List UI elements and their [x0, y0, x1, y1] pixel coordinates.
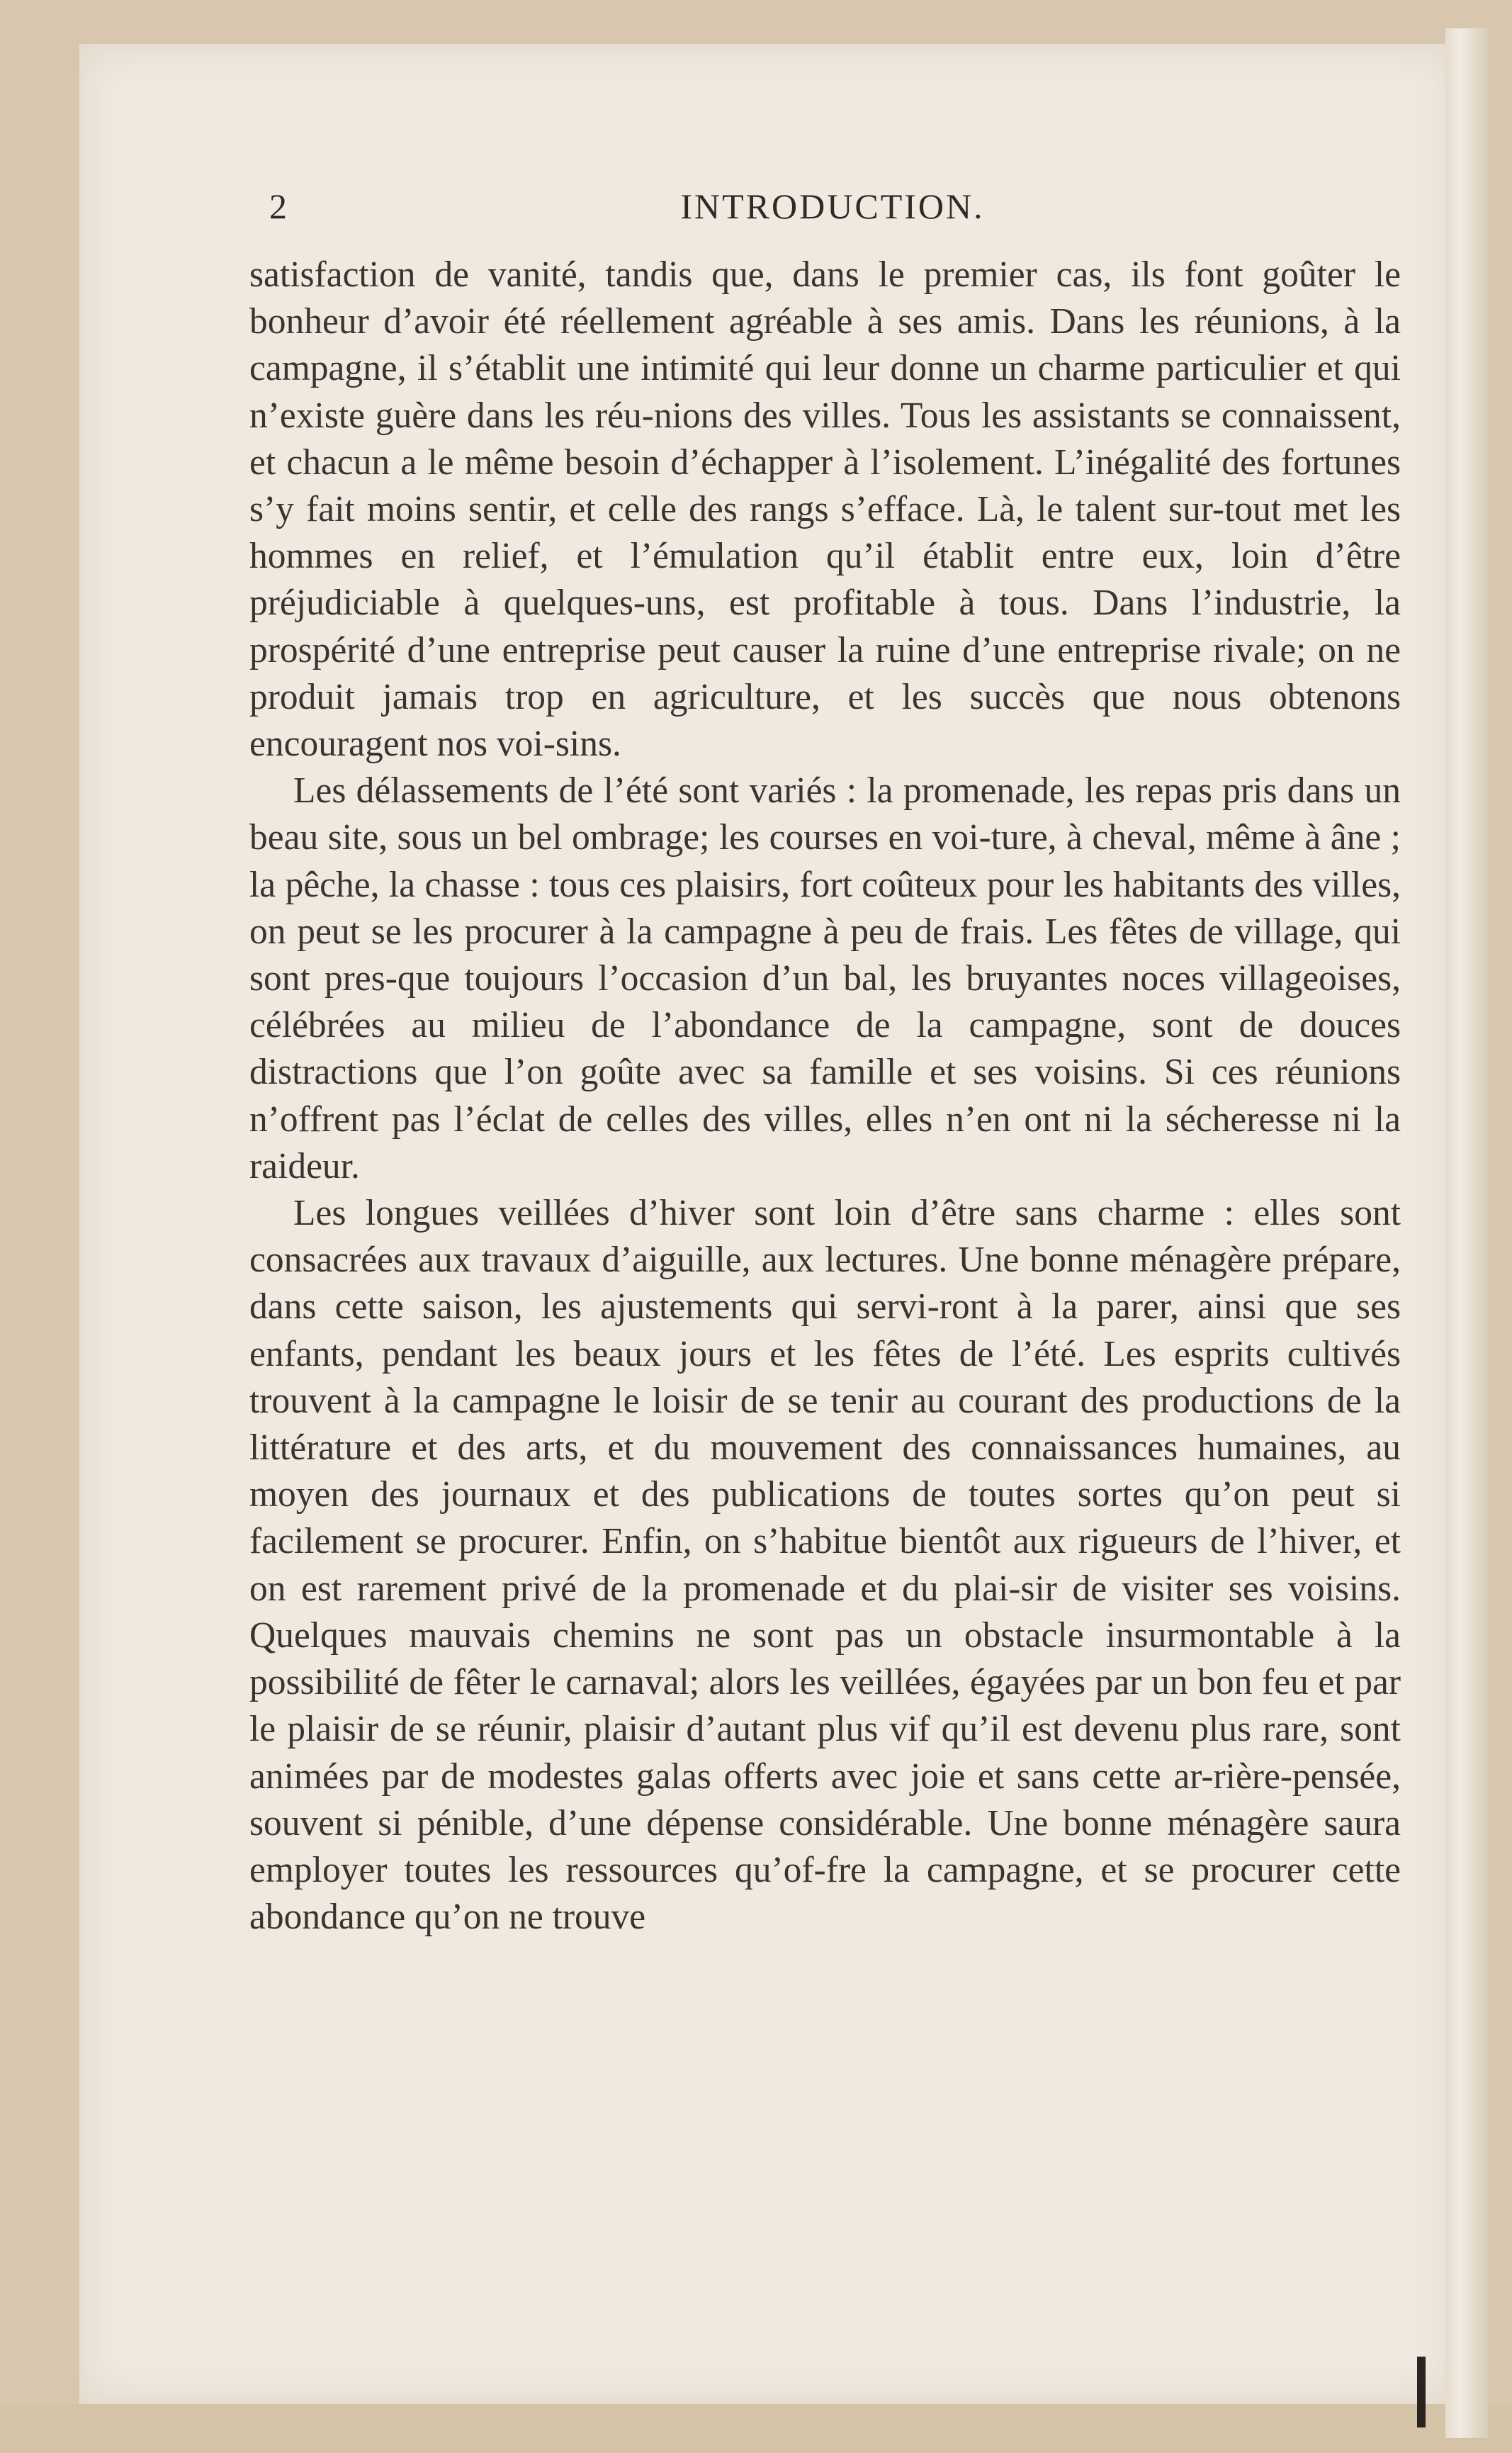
page-edge	[1445, 28, 1488, 2438]
paragraph-3: Les longues veillées d’hiver sont loin d’être sans charme : elles sont consacrées aux travaux d’aiguille, aux lectures. Une bonne ménagère prépare, dans cette saison, les ajustements qui servi-ront à la parer, ainsi que ses enfants, pendant les beaux jours et les fêtes de l’été. Les esprits cultivés trouvent à la campagne le loisir de se tenir au courant des productions de la littérature et des arts, et du mouvement des connaissances humaines, au moyen des journaux et des publications de toutes sortes qu’on peut si facilement se procurer. Enfin, on s’habitue bientôt aux rigueurs de l’hiver, et on est rarement privé de la promenade et du plai-sir de visiter ses voisins. Quelques mauvais chemins ne sont pas un obstacle insurmontable à la possibilité de fêter le carnaval; alors les veillées, égayées par un bon feu et par le plaisir de se réunir, plaisir d’autant plus vif qu’il est devenu plus rare, sont animées par de modestes galas offerts avec joie et sans cette ar-rière-pensée, souvent si pénible, d’une dépense considérable. Une bonne ménagère saura employer toutes les ressources qu’of-fre la campagne, et se procurer cette abondance qu’on ne trouve	[249, 1193, 1401, 1938]
scan-background-bottom	[0, 2404, 1512, 2453]
page-header	[269, 186, 1396, 235]
paragraph-1: satisfaction de vanité, tandis que, dans le premier cas, ils font goûter le bonheur d’avoir été réellement agréable à ses amis. Dans les réunions, à la campagne, il s’établit une intimité qui leur donne un charme particulier et qui n’existe guère dans les réu-nions des villes. Tous les assistants se connaissent, et chacun a le même besoin d’échapper à l’isolement. L’inégalité des fortunes s’y fait moins sentir, et celle des rangs s’efface. Là, le talent sur-tout met les hommes en relief, et l’émulation qu’il établit entre eux, loin d’être préjudiciable à quelques-uns, est profitable à tous. Dans l’industrie, la prospérité d’une entreprise peut causer la ruine d’une entreprise rivale; on ne produit jamais trop en agriculture, et les succès que nous obtenons encouragent nos voi-sins.	[249, 254, 1401, 765]
paragraph-2: Les délassements de l’été sont variés : la promenade, les repas pris dans un beau site, sous un bel ombrage; les courses en voi-ture, à cheval, même à âne ; la pêche, la chasse : tous ces plaisirs, fort coûteux pour les habitants des villes, on peut se les procurer à la campagne à peu de frais. Les fêtes de village, qui sont pres-que toujours l’occasion d’un bal, les bruyantes noces villageoises, célébrées au milieu de l’abondance de la campagne, sont de douces distractions que l’on goûte avec sa famille et ses voisins. Si ces réunions n’offrent pas l’éclat de celles des villes, elles n’en ont ni la sécheresse ni la raideur.	[249, 770, 1401, 1186]
body-text	[249, 252, 1401, 1941]
binding-mark	[1417, 2357, 1426, 2427]
running-head: INTRODUCTION.	[680, 186, 985, 226]
page-number: 2	[269, 186, 288, 226]
